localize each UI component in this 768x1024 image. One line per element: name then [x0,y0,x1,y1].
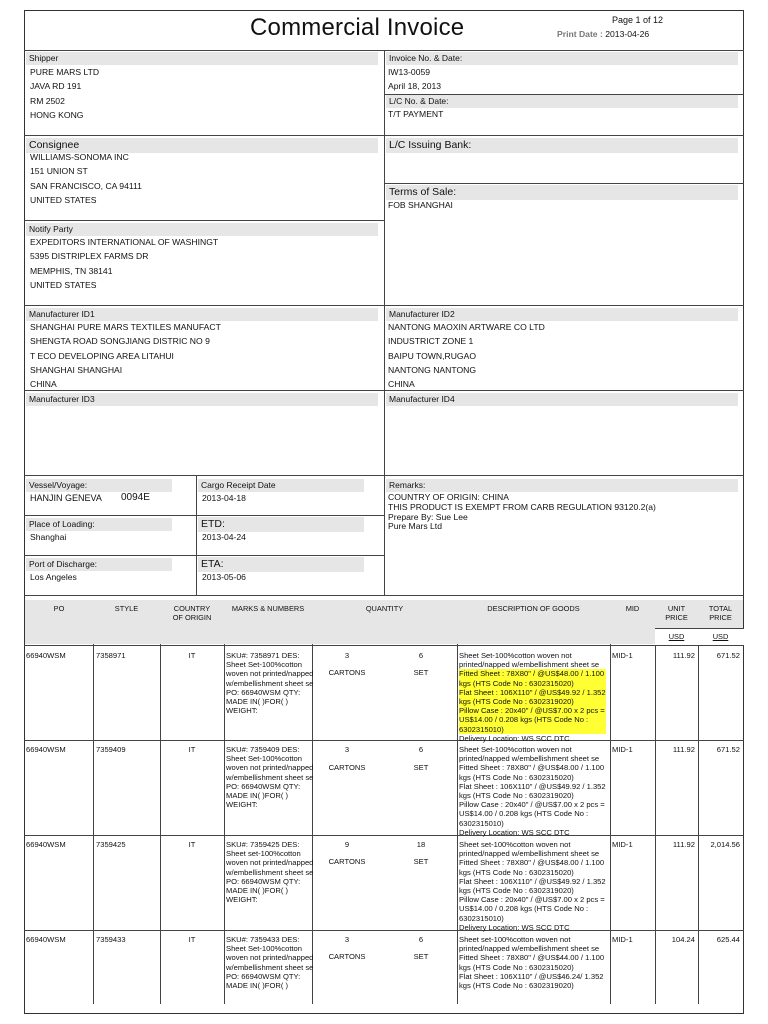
consignee-line: WILLIAMS-SONOMA INC [30,152,129,162]
mfr2-label: Manufacturer ID2 [386,308,738,321]
row1-qty-unit: SET [413,668,429,677]
rule-terms [384,183,744,184]
row1-cartons: 3 [344,651,350,660]
notify-line: EXPEDITORS INTERNATIONAL OF WASHINGT [30,237,219,247]
eta-label: ETA: [198,557,364,572]
desc-line-highlight: Flat Sheet : 106X110" / @US$49.92 / 1.352 [459,687,606,697]
col-style: STYLE [114,604,139,613]
notify-line: MEMPHIS, TN 38141 [30,265,113,276]
shipper-line: RM 2502 [30,95,65,106]
notify-label: Notify Party [26,223,378,236]
invoice-value [388,65,441,94]
col-unit-line: PRICE [665,613,688,622]
marks-line: WEIGHT: [226,800,258,810]
col-total-price [698,604,743,622]
desc-line: Flat Sheet : 106X110" / @US$49.92 / 1.352 [459,781,606,791]
col-line-po [93,600,94,1004]
mfr1-line: CHINA [30,379,57,390]
mfr4-label: Manufacturer ID4 [386,393,738,406]
row4-style: 7359433 [96,935,126,944]
marks-line: PO: 66940WSM QTY: [226,687,301,697]
col-unit-line: UNIT [667,604,686,613]
desc-line: Pillow Case : 20x40" / @US$7.00 x 2 pcs = [459,800,605,810]
marks-line: w/embellishment sheet se [226,678,314,688]
shipper-line: JAVA RD 191 [30,81,82,92]
desc-line: Pillow Case : 20x40" / @US$7.00 x 2 pcs = [459,895,605,905]
page-number: Page 1 of 12 [612,15,664,25]
col-total-line: TOTAL [708,604,733,613]
row1-mid: MID-1 [612,651,633,660]
row2-style: 7359409 [96,745,126,754]
shipper-line: HONG KONG [30,109,84,120]
desc-line: Sheet Set-100%cotton woven not [459,745,572,754]
rule-loading [24,515,384,516]
desc-line-highlight: Pillow Case : 20x40" / @US$7.00 x 2 pcs = [459,706,605,716]
marks-line: WEIGHT: [226,706,258,716]
marks-line: Sheet Set-100%cotton [226,754,302,764]
row3-cartons: 9 [344,840,350,849]
marks-line: woven not printed/napped [226,858,314,868]
row4-total-price: 625.44 [716,935,740,944]
row3-qty-unit: SET [413,857,429,866]
cargo-receipt-label: Cargo Receipt Date [198,479,364,492]
row2-qty-unit: SET [413,763,429,772]
notify-line: 5395 DISTRIPLEX FARMS DR [30,251,149,262]
rule-vessel-split [196,475,197,595]
row2-cartons: 3 [344,745,350,754]
desc-line: Fitted Sheet : 78X80" / @US$44.00 / 1.100 [459,953,605,963]
col-origin [160,604,224,622]
desc-line: Fitted Sheet : 78X80" / @US$48.00 / 1.100 [459,763,605,773]
shipper-label: Shipper [26,52,378,65]
mfr2-address [388,320,545,391]
rule-mfr [24,305,744,306]
lc-bank-label: L/C Issuing Bank: [386,138,738,153]
port-discharge-label: Port of Discharge: [26,558,172,571]
marks-line: woven not printed/napped [226,669,314,679]
row4-mid: MID-1 [612,935,633,944]
mfr2-line: NANTONG NANTONG [388,364,477,375]
mfr1-address [30,320,221,391]
row1-po: 66940WSM [26,651,66,660]
row2-unit-price: 111.92 [672,745,695,754]
invoice-date: April 18, 2013 [388,81,442,92]
rule-vertical-main [384,50,385,475]
col-po: PO [53,604,65,613]
mfr2-line: NANTONG MAOXIN ARTWARE CO LTD [388,322,545,332]
total-currency: USD [712,632,729,641]
row4-cartons: 3 [344,935,350,944]
row2-mid: MID-1 [612,745,633,754]
row1-qty: 6 [418,651,424,660]
marks-line: WEIGHT: [226,895,258,905]
rule-row-2 [24,835,744,836]
etd-value: 2013-04-24 [202,532,246,542]
marks-line: PO: 66940WSM QTY: [226,971,301,981]
port-discharge-value: Los Angeles [30,572,77,582]
remarks-line: Pure Mars Ltd [388,521,442,532]
row4-marks [226,935,313,990]
print-date-label: Print Date : [557,29,603,39]
desc-line: US$14.00 / 0.208 kgs (HTS Code No : [459,904,589,914]
row4-desc [459,935,604,990]
remarks-line: COUNTRY OF ORIGIN: CHINA [388,492,509,502]
row1-style: 7358971 [96,651,126,660]
remarks-label: Remarks: [386,479,738,492]
col-line-desc [610,600,611,1004]
col-unit-price [655,604,698,622]
marks-line: w/embellishment sheet se [226,772,314,782]
desc-line: printed/napped w/embellishment sheet se [459,944,600,954]
consignee-address [30,150,142,207]
marks-line: woven not printed/napped [226,763,314,773]
row2-total-price: 671.52 [716,745,740,754]
rule-consignee [24,135,744,136]
mfr3-label: Manufacturer ID3 [26,393,378,406]
mfr2-line: CHINA [388,379,415,390]
place-loading-value: Shanghai [30,532,67,542]
row1-cartons-unit: CARTONS [328,668,366,677]
col-desc: DESCRIPTION OF GOODS [487,604,580,613]
desc-line: US$14.00 / 0.208 kgs (HTS Code No : [459,809,589,819]
desc-line: Sheet set-100%cotton woven not [459,840,571,849]
print-date-value: 2013-04-26 [605,29,650,39]
consignee-line: SAN FRANCISCO, CA 94111 [30,180,142,191]
row3-mid: MID-1 [612,840,633,849]
cargo-receipt-value: 2013-04-18 [202,493,246,503]
marks-line: MADE IN( )FOR( ) [226,697,289,707]
invoice-label: Invoice No. & Date: [386,52,738,65]
desc-line: Flat Sheet : 106X110" / @US$49.92 / 1.352 [459,876,606,886]
rule-notify [24,220,384,221]
marks-line: MADE IN( )FOR( ) [226,981,289,991]
desc-line: kgs (HTS Code No : 6302319020) [459,981,574,991]
unit-currency: USD [668,632,685,641]
row4-cartons-unit: CARTONS [328,952,366,961]
row1-marks [226,651,313,715]
col-origin-line: OF ORIGIN [172,613,212,622]
row1-desc [459,651,606,743]
vessel-label: Vessel/Voyage: [26,479,172,492]
desc-line: printed/napped w/embellishment sheet se [459,849,600,859]
notify-line: UNITED STATES [30,279,97,290]
mfr1-line: SHANGHAI PURE MARS TEXTILES MANUFACT [30,322,221,332]
desc-line: printed/napped w/embellishment sheet se [459,754,600,764]
row3-style: 7359425 [96,840,126,849]
remarks-line: Prepare By: Sue Lee [388,511,468,522]
desc-line: Flat Sheet : 106X110" / @US$46.24/ 1.352 [459,971,604,981]
desc-line: Delivery Location: WS SCC DTC [459,733,570,743]
marks-line: MADE IN( )FOR( ) [226,791,289,801]
mfr1-line: T ECO DEVELOPING AREA LITAHUI [30,350,174,361]
etd-label: ETD: [198,517,364,532]
row2-desc [459,745,606,837]
terms-value: FOB SHANGHAI [388,200,453,210]
rule-table-top [24,595,744,596]
eta-value: 2013-05-06 [202,572,246,582]
desc-line: kgs (HTS Code No : 6302315020) [459,867,574,877]
desc-line: 6302315010) [459,913,504,923]
desc-line: kgs (HTS Code No : 6302315020) [459,962,574,972]
desc-line: kgs (HTS Code No : 6302315020) [459,772,574,782]
desc-line: Delivery Location: WS SCC DTC [459,922,570,932]
consignee-label: Consignee [26,138,378,153]
col-quantity: QUANTITY [365,604,404,613]
mfr1-line: SHANGHAI SHANGHAI [30,364,123,375]
row4-qty: 6 [418,935,424,944]
marks-line: MADE IN( )FOR( ) [226,886,289,896]
marks-line: Sheet Set-100%cotton [226,660,302,670]
rule-currency [655,628,744,629]
marks-line: w/embellishment sheet se [226,867,314,877]
row3-po: 66940WSM [26,840,66,849]
desc-line: printed/napped w/embellishment sheet se [459,660,600,670]
desc-line: Sheet set-100%cotton woven not [459,935,571,944]
col-total-line: PRICE [709,613,732,622]
row4-unit-price: 104.24 [671,935,695,944]
rule-table-header [24,645,744,646]
desc-line: 6302315010) [459,818,504,828]
marks-line: SKU#: 7359425 DES: [226,840,300,849]
marks-line: SKU#: 7359409 DES: [226,745,300,754]
rule-row-3 [24,930,744,931]
marks-line: PO: 66940WSM QTY: [226,876,301,886]
desc-line: kgs (HTS Code No : 6302319020) [459,791,574,801]
desc-line-highlight: kgs (HTS Code No : 6302315020) [459,679,606,688]
rule-discharge [24,555,384,556]
desc-line: Sheet Set-100%cotton woven not [459,651,572,660]
vessel-voyage: 0094E [121,492,150,503]
col-line-quantity [457,600,458,1004]
marks-line: PO: 66940WSM QTY: [226,781,301,791]
desc-line: Delivery Location: WS SCC DTC [459,827,570,837]
row3-desc [459,840,606,932]
desc-line-highlight: 6302315010) [459,725,606,734]
invoice-number: IW13-0059 [388,67,431,77]
row3-total-price: 2,014.56 [710,840,740,849]
col-line-origin [224,600,225,1004]
marks-line: SKU#: 7359433 DES: [226,935,300,944]
row2-origin: IT [188,745,196,754]
desc-line-highlight: kgs (HTS Code No : 6302319020) [459,697,606,706]
consignee-line: 151 UNION ST [30,166,88,177]
lc-value: T/T PAYMENT [388,109,444,119]
marks-line: SKU#: 7358971 DES: [226,651,300,660]
row2-cartons-unit: CARTONS [328,763,366,772]
col-marks: MARKS & NUMBERS [231,604,305,613]
mfr1-line: SHENGTA ROAD SONGJIANG DISTRIC NO 9 [30,336,210,347]
shipper-address [30,65,99,122]
col-mid: MID [625,604,640,613]
row3-marks [226,840,313,904]
page-title: Commercial Invoice [250,14,465,41]
row1-unit-price: 111.92 [672,651,695,660]
marks-line: Sheet set-100%cotton [226,849,301,859]
lc-label: L/C No. & Date: [386,95,738,108]
mfr2-line: INDUSTRICT ZONE 1 [388,336,474,347]
row2-po: 66940WSM [26,745,66,754]
mfr2-line: BAIPU TOWN,RUGAO [388,350,477,361]
desc-line-highlight: US$14.00 / 0.208 kgs (HTS Code No : [459,715,606,724]
marks-line: w/embellishment sheet se [226,962,314,972]
shipper-line: PURE MARS LTD [30,67,100,77]
rule-remarks-split [384,475,385,595]
row3-unit-price: 111.92 [672,840,695,849]
print-date [557,29,649,39]
rule-row-1 [24,740,744,741]
desc-line: kgs (HTS Code No : 6302319020) [459,886,574,896]
mfr1-label: Manufacturer ID1 [26,308,378,321]
row3-origin: IT [188,840,196,849]
row2-qty: 6 [418,745,424,754]
desc-line: Fitted Sheet : 78X80" / @US$48.00 / 1.100 [459,858,605,868]
consignee-line: UNITED STATES [30,194,97,205]
row4-origin: IT [188,935,196,944]
row4-po: 66940WSM [26,935,66,944]
row3-qty: 18 [416,840,426,849]
notify-address [30,235,218,292]
remarks-line: THIS PRODUCT IS EXEMPT FROM CARB REGULATION 93120.2(a) [388,501,656,512]
row4-qty-unit: SET [413,952,429,961]
row1-total-price: 671.52 [716,651,740,660]
row2-marks [226,745,313,809]
place-loading-label: Place of Loading: [26,518,172,531]
marks-line: woven not printed/napped [226,953,314,963]
vessel-name: HANJIN GENEVA [30,493,102,503]
marks-line: Sheet Set-100%cotton [226,944,302,954]
remarks-text [388,493,656,532]
row1-origin: IT [188,651,196,660]
row3-cartons-unit: CARTONS [328,857,366,866]
desc-line-highlight: Fitted Sheet : 78X80" / @US$48.00 / 1.100 [459,669,605,679]
col-origin-line: COUNTRY [173,604,211,613]
terms-label: Terms of Sale: [386,185,738,200]
